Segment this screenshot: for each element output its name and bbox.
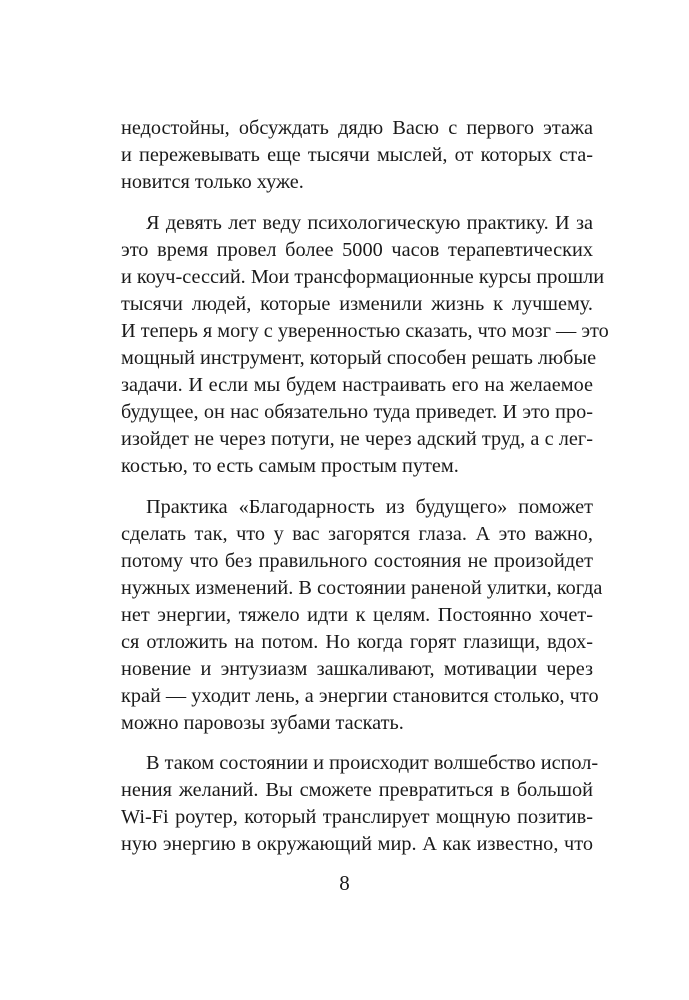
text-line: нужных изменений. В состоянии раненой улитки, когда (121, 577, 603, 599)
text-line: край — уходит лень, а энергии становится столько, что (121, 685, 599, 707)
text-line: это время провел более 5000 часов терапевтических (121, 239, 593, 261)
text-line: Wi-Fi роутер, который транслирует мощную позитив- (121, 806, 593, 828)
text-line: и коуч-сессий. Мои трансформационные курсы прошли (121, 266, 605, 288)
text-line: Практика «Благодарность из будущего» поможет (146, 496, 593, 518)
text-line: Я девять лет веду психологическую практику. И за (146, 212, 593, 234)
text-line: можно паровозы зубами таскать. (121, 712, 404, 734)
page-number: 8 (339, 871, 350, 895)
text-line: недостойны, обсуждать дядю Васю с первого этажа (121, 117, 593, 139)
text-line: новится только хуже. (121, 171, 304, 193)
text-line: костью, то есть самым простым путем. (121, 455, 459, 477)
text-line: тысячи людей, которые изменили жизнь к лучшему. (121, 293, 593, 315)
text-line: ную энергию в окружающий мир. А как известно, что (121, 833, 593, 855)
text-line: потому что без правильного состояния не произойдет (121, 550, 593, 572)
text-line: В таком состоянии и происходит волшебство испол- (146, 752, 599, 774)
text-line: мощный инструмент, который способен решать любые (121, 347, 597, 369)
text-line: нет энергии, тяжело идти к целям. Постоянно хочет- (121, 604, 593, 626)
text-line: И теперь я могу с уверенностью сказать, что мозг — это (121, 320, 609, 342)
text-line: нения желаний. Вы сможете превратиться в большой (121, 779, 593, 801)
text-line: сделать так, что у вас загорятся глаза. А это важно, (121, 523, 593, 545)
text-line: задачи. И если мы будем настраивать его на желаемое (121, 374, 593, 396)
text-line: и пережевывать еще тысячи мыслей, от которых ста- (121, 144, 593, 166)
text-line: новение и энтузиазм зашкаливают, мотивации через (121, 658, 593, 680)
text-line: будущее, он нас обязательно туда приведет. И это про- (121, 401, 593, 423)
text-line: ся отложить на потом. Но когда горят глазищи, вдох- (121, 631, 593, 653)
text-line: изойдет не через потуги, не через адский труд, а с лег- (121, 428, 593, 450)
